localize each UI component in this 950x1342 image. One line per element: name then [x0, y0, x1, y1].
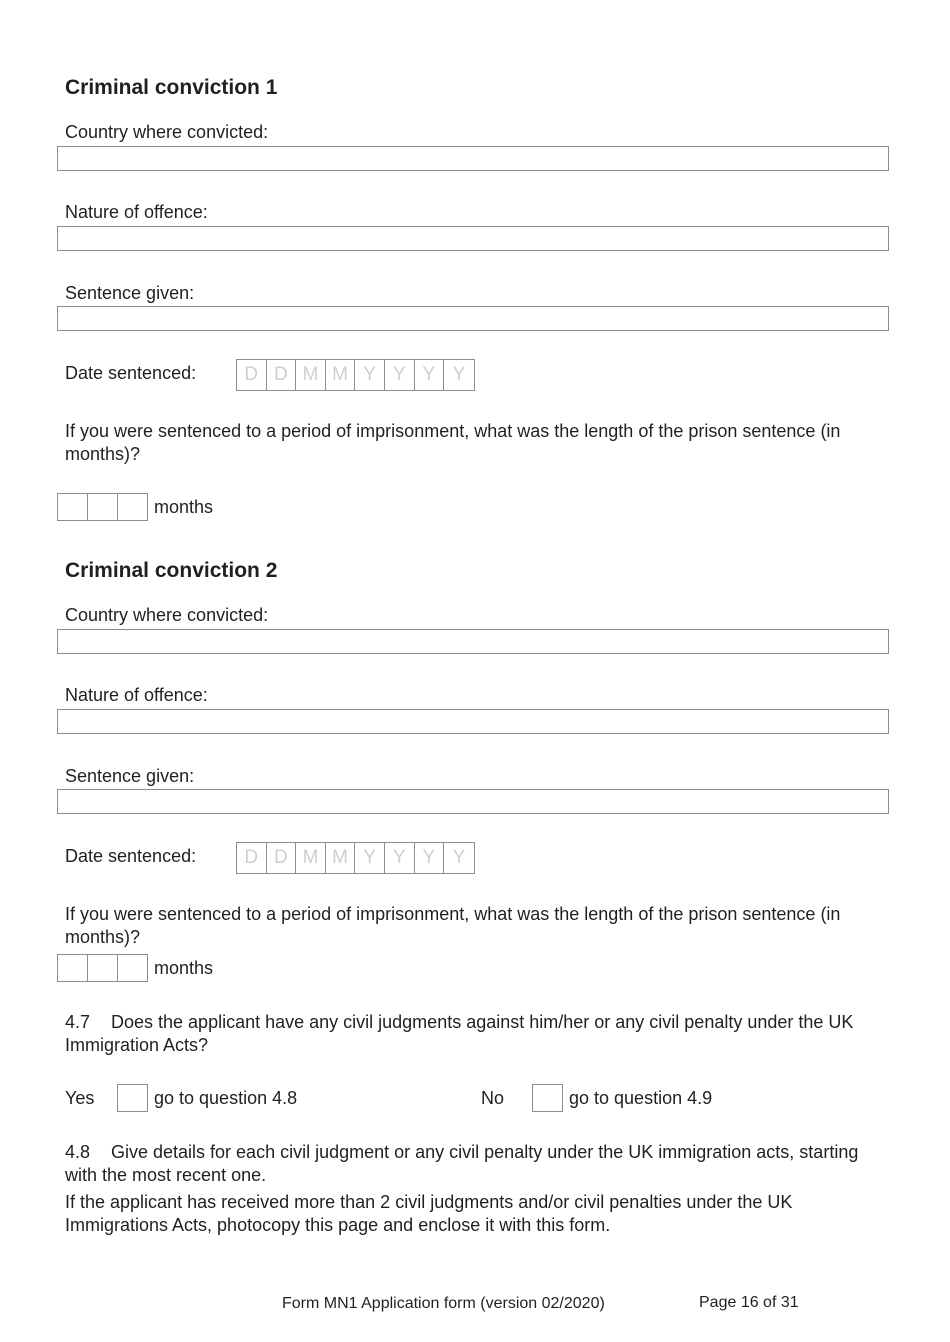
q47-no-label: No [481, 1088, 505, 1108]
conviction-2-months-input[interactable] [57, 954, 148, 982]
date-cell-year[interactable]: Y [415, 843, 445, 873]
date-cell-year[interactable]: Y [385, 360, 415, 390]
conviction-2-nature-label: Nature of offence: [65, 685, 208, 705]
date-cell-year[interactable]: Y [452, 847, 466, 868]
months-digit-cell[interactable] [88, 494, 118, 520]
q47-yes-goto: go to question 4.8 [154, 1088, 298, 1108]
months-digit-cell[interactable] [58, 494, 88, 520]
date-cell-year[interactable]: Y [415, 360, 445, 390]
q47-no-checkbox[interactable] [532, 1084, 563, 1112]
date-cell-year[interactable]: Y [355, 843, 385, 873]
date-cell-day[interactable]: D [237, 843, 267, 873]
conviction-2-country-field[interactable] [57, 629, 889, 654]
q47-text: Does the applicant have any civil judgments against him/her or any civil penalty under the UK Immigration Acts? [65, 1012, 854, 1055]
date-cell-day[interactable]: D [267, 360, 297, 390]
conviction-1-sentence-label: Sentence given: [65, 283, 195, 303]
conviction-2-date-label: Date sentenced: [65, 846, 197, 866]
footer-page-number: Page 16 of 31 [699, 1294, 799, 1311]
months-digit-cell[interactable] [118, 955, 147, 981]
conviction-1-nature-label: Nature of offence: [65, 202, 208, 222]
conviction-1-heading: Criminal conviction 1 [65, 76, 278, 99]
date-cell-year[interactable]: Y [452, 364, 466, 385]
conviction-2-nature-field[interactable] [57, 709, 889, 734]
date-cell-month[interactable]: M [296, 360, 326, 390]
q48-note: If the applicant has received more than 2 civil judgments and/or civil penalties under the UK Immigrations Acts, photocopy this page and enclose it with this form. [65, 1192, 793, 1235]
conviction-1-nature-field[interactable] [57, 226, 889, 251]
date-cell-day[interactable]: D [237, 360, 267, 390]
date-cell-day[interactable]: D [267, 843, 297, 873]
q47-yes-checkbox[interactable] [117, 1084, 148, 1112]
date-cell-month[interactable]: M [326, 360, 356, 390]
conviction-1-prison-question: If you were sentenced to a period of imprisonment, what was the length of the prison sentence (in months)? [65, 421, 841, 464]
conviction-2-country-label: Country where convicted: [65, 605, 269, 625]
months-digit-cell[interactable] [118, 494, 147, 520]
conviction-1-months-input[interactable] [57, 493, 148, 521]
conviction-2-prison-question: If you were sentenced to a period of imprisonment, what was the length of the prison sentence (in months)? [65, 904, 841, 947]
conviction-1-months-label: months [154, 497, 214, 517]
months-digit-cell[interactable] [58, 955, 88, 981]
conviction-2-sentence-field[interactable] [57, 789, 889, 814]
date-cell-year[interactable]: Y [355, 360, 385, 390]
conviction-1-country-label: Country where convicted: [65, 122, 269, 142]
conviction-2-heading: Criminal conviction 2 [65, 559, 278, 582]
q47-yes-label: Yes [65, 1088, 95, 1108]
conviction-2-date-input[interactable] [236, 842, 475, 874]
date-cell-month[interactable]: M [326, 843, 356, 873]
footer-form-name: Form MN1 Application form (version 02/2020) [282, 1295, 605, 1312]
q48-text: Give details for each civil judgment or any civil penalty under the UK immigration acts, starting with the most recent one. [65, 1142, 859, 1185]
date-cell-year[interactable]: Y [385, 843, 415, 873]
conviction-2-sentence-label: Sentence given: [65, 766, 195, 786]
conviction-2-months-label: months [154, 958, 214, 978]
q47-no-goto: go to question 4.9 [569, 1088, 713, 1108]
conviction-1-date-input[interactable] [236, 359, 475, 391]
date-cell-month[interactable]: M [296, 843, 326, 873]
q47-number: 4.7 [65, 1012, 91, 1032]
months-digit-cell[interactable] [88, 955, 118, 981]
conviction-1-country-field[interactable] [57, 146, 889, 171]
q48-number: 4.8 [65, 1142, 91, 1162]
conviction-1-sentence-field[interactable] [57, 306, 889, 331]
conviction-1-date-label: Date sentenced: [65, 363, 197, 383]
